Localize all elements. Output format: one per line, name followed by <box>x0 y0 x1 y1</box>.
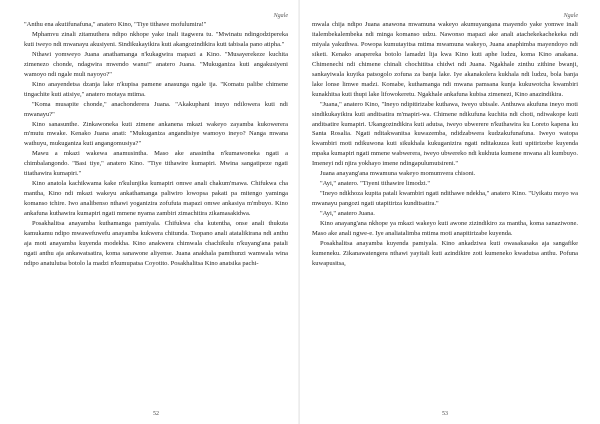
paragraph: Posakhalitsa anayamba kuthamanga pamiyala. Chifukwa cha kutentha, onse anali thukuta kamukamu ndipo mwawefuwefu anayamba kukwera chitunda. Tsopano anali atatalikirana ndi anthu aja moti anayamba kuyenda modekha. Kino anakwera chimwala chachikulu n'kuyang'ana patali ngati anthu aja ankawatsatira, koma sanawone aliyense. Juana anakhala pamthunzi wamwala wina ndipo anatulutsa botolo la madzi n'kumupatsa Coyotito. Posakhalitsa Kino anatsika pachi- <box>24 220 288 267</box>
paragraph: Posakhalitsa anayamba kuyenda pamiyala. Kino ankadziwa kuti owasakasaka aja sangafike kumeneku. Zikanawatengera nthawi yayitali kuti azindikire zoti kumeneko kwadutsa anthu. Pofuna kuwapusitsa, <box>312 239 578 267</box>
running-head: Ngale <box>563 13 578 19</box>
running-head: Ngale <box>273 13 288 19</box>
paragraph: "Ayi," anatero. "Tiyeni tithawire limodzi." <box>320 180 430 188</box>
page-number: 53 <box>442 411 448 417</box>
paragraph: "Ineyo ndikhoza kupita patali kwambiri ngati ndithawe ndekha," anatero Kino. "Uyikatu moyo wa mwanayu pangozi ngati utapitiriza kunditsatira." <box>312 190 578 208</box>
paragraph: Mawu a mkazi wakewa anamusintha. Maso ake anasintha n'kumawoneka ngati a chimbalangondo. "Basi tiye," anatero Kino. "Tiye tithawire kumapiri. Mwina sangatipeze ngati titathawira kumapiri." <box>24 150 288 178</box>
paragraph: Juana anayang'ana mwamuna wakeyo momumvera chisoni. <box>320 170 476 178</box>
page-text <box>24 20 288 269</box>
right-page <box>300 0 600 424</box>
paragraph: "Juana," anatero Kino, "Ineyo ndipitirizabe kuthawa, iweyo ubisale. Anthuwa akufuna ineyo moti sindikukayikira kuti anditsatira m'mapiri-wa. Chimene ndikufuna kuchita ndi choti, ndiwakope kuti anditsatire kumapiri. Ukangozindikira kuti adutsa, iweyo ubwerere n'kuthawira ku Loreto kapena ku Santa Rosalia. Ngati nditakwanitsa kuwazemba, ndidzabwera kudzakufunafuna. Iweyo watopa kwambiri moti ndikuwona kuti sikukhala kukuganizira ngati nditakuuza kuti upitirizebe kuyenda mpaka kumapiri ngati mmene wabwerera, iweyo ubwereko ndi kukhuta kumene mwana ali kumbuyo. Imeneyi ndi njira yokhayo imene ndingapulumutsireni." <box>312 100 578 168</box>
paragraph: "Ayi," anatero Juana. <box>320 210 375 218</box>
paragraph: Kino anayendetsa dzanja lake n'kupisa pamene anasunga ngale ija. "Komatu palibe chimene tingachite kuti atisiye," anatero motaya mtima. <box>24 80 288 98</box>
page-text <box>312 20 578 269</box>
page-number: 52 <box>153 411 159 417</box>
paragraph: Kino anayang'ana nkhope ya mkazi wakeyo kuti awone zizindikiro za mantha, koma sanaziwone. Maso ake anali ngwe-e. Iye analiatalimba mtima moti anapitirizabe kuyenda. <box>312 220 578 238</box>
paragraph: "Koma musapite chonde," anachonderera Juana. "Akakuphani inuyo ndilowera kuti ndi mwanayu?" <box>24 100 288 118</box>
paragraph: Nthawi yomweyo Juana anathamanga n'kukagwira mapazi a Kino. "Musayerekeze kuchita zimenezo chonde, ndagwira mwendo wanu!" anatero Juana. "Mukuganiza kuti angakusiyeni wamoyo ndi ngale muli nayoyo?" <box>24 50 288 78</box>
paragraph: "Anthu ena akutifunafuna," anatero Kino, "Tiye tithawe mofulumira!" <box>24 21 207 28</box>
paragraph: Kino sanasunthe. Zinkawoneka kuti zimene ankanena mkazi wakeyo zayamba kukowerera m'mutu mwake. Kenako Juana anati: "Mukuganiza angandisiye wamoyo ineyo? Nanga mwana wathuyu, mukuganiza kuti angangomusiya?" <box>24 120 288 148</box>
paragraph: Kino anatola kachikwama kake n'kulunjika kumapiri omwe anali chakum'mawa. Chifukwa cha mantha, Kino ndi mkazi wakeyu ankathamanga paliwiro lowopsa pakati pa mitengo yaminga komanso tchire. Iwo analibenso nthawi yoganizira zofufuta mapazi omwe ankasiya m'mbuyo. Kino ankafuna kuthawira kumapiri ngati mmene nyama zambiri zimachitira zikamasakidwa. <box>24 180 288 218</box>
paragraph: mwala chija ndipo Juana anawona mwamuna wakeyo akumuyangana mayendo yake yomwe inali italembekalembeka ndi minga komanso udzu. Nawonso mapazi ake anali atachekekachekeka ndi miyala yakuthwa. Powopa kumutayitsa mtima mwamuna wakeyo, Juana anaphimba mayendoyo ndi siketi. Kenako anapereka botolo lamadzi lija kwa Kino kuti aphe ludzu, koma Kino anakana. Chimenechi ndi chimene chinali chochititsa chidwi ndi Juana. Ngakhale zinthu zithine bwanji, sankayiwala kuyika patsogolo zofuna za banja lake. Iye akanakolera kukhala ndi ludzu, bola banja lake lonse limwe madzi. Komabe, kuthamanga ndi mwana pamsana kunja kukuwotcha kwambiri kunakhitsa kuti thupi lake lifowokeretu. Ngakhale ankafuna kubisa zimenezi, Kino anazindikira. <box>312 21 578 98</box>
paragraph: Mphamvu zinali zitamuthera ndipo nkhope yake inali itagwera tu. "Mwinatu ndingodzipereka kuti iweyo ndi mwanayu akusiyeni. Sindikukayikira kuti akangozindikira kuti tabisala pano atipha." <box>24 30 288 48</box>
